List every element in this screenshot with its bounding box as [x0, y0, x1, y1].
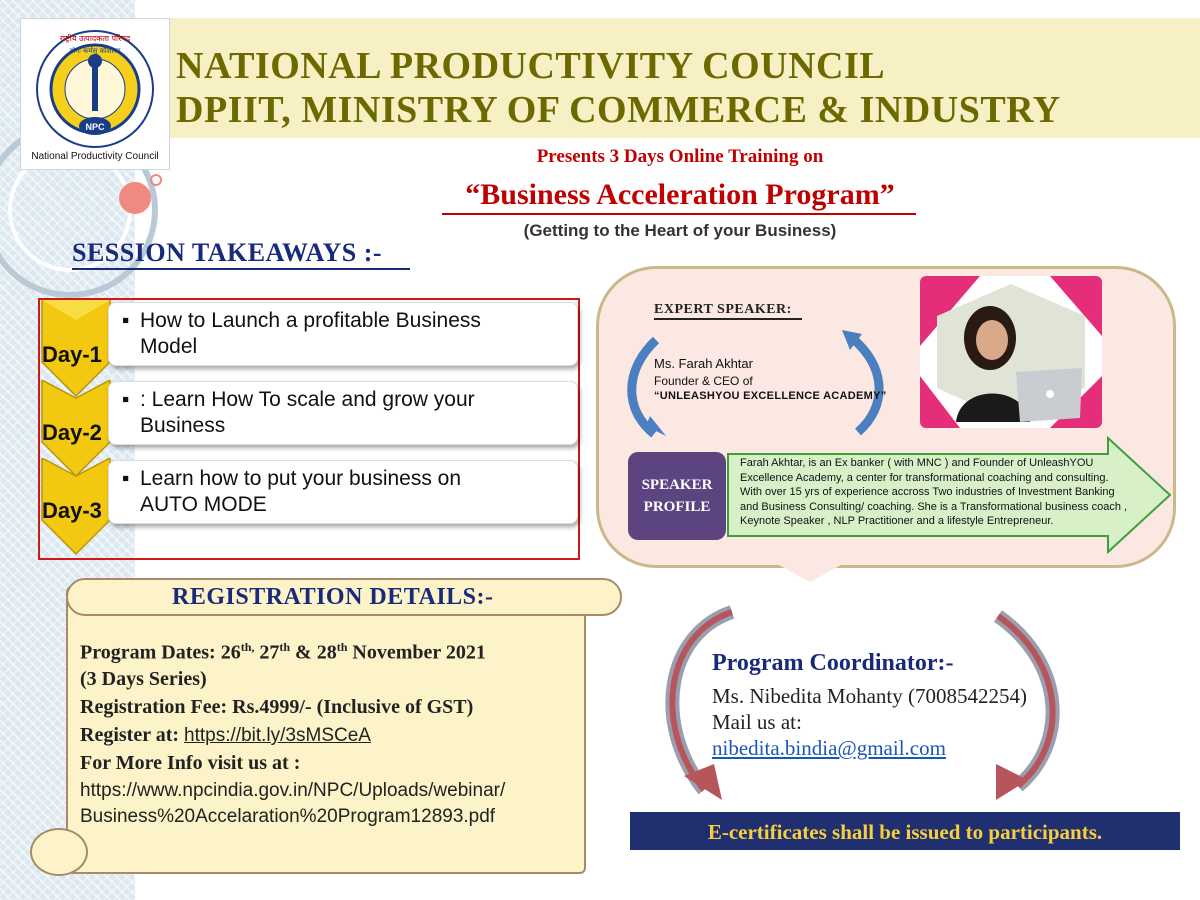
- npc-emblem-icon: [21, 19, 169, 169]
- npc-logo: [20, 18, 170, 170]
- date3: & 28: [290, 641, 337, 664]
- expert-speaker-underline: [654, 318, 802, 320]
- date3-suffix: th: [336, 640, 348, 654]
- certificate-text: E-certificates shall be issued to participants.: [707, 820, 1103, 844]
- speaker-name: Ms. Farah Akhtar: [654, 356, 753, 371]
- date1-suffix: th,: [240, 640, 255, 654]
- date2-suffix: th: [279, 640, 291, 654]
- coordinator-name: Ms. Nibedita Mohanty (7008542254): [712, 684, 1027, 708]
- program-subtitle: (Getting to the Heart of your Business): [523, 221, 837, 240]
- day2-line2: Business: [140, 414, 226, 437]
- day3-line2: AUTO MODE: [140, 493, 267, 516]
- bullet-icon: ▪: [122, 388, 130, 411]
- register-label: Register at:: [80, 724, 185, 746]
- speaker-bubble-tail: [770, 560, 850, 582]
- register-link[interactable]: https://bit.ly/3sMSCeA: [184, 725, 371, 746]
- registration-heading: REGISTRATION DETAILS:-: [172, 584, 494, 610]
- day3-text: [122, 466, 572, 518]
- header-title-line2: DPIIT, MINISTRY OF COMMERCE & INDUSTRY: [176, 89, 1061, 131]
- registration-fee: Registration Fee: Rs.4999/- (Inclusive of GST): [80, 696, 474, 718]
- bullet-icon: ▪: [122, 309, 130, 332]
- program-series: (3 Days Series): [80, 668, 207, 690]
- dates-suffix: November 2021: [347, 641, 486, 664]
- day2-text: [122, 387, 572, 439]
- day2-label: Day-2: [42, 420, 102, 445]
- day1-label: Day-1: [42, 342, 102, 367]
- register-at: [80, 724, 371, 747]
- logo-hindi-top: राष्ट्रीय उत्पादकता परिषद: [59, 34, 131, 43]
- bullet-icon: ▪: [122, 467, 130, 490]
- coordinator-email-link[interactable]: nibedita.bindia@gmail.com: [712, 736, 946, 760]
- day1-line2: Model: [140, 335, 198, 358]
- dates-prefix: Program Dates: 26: [80, 641, 241, 664]
- speaker-bio: Farah Akhtar, is an Ex banker ( with MNC ) and Founder of UnleashYOU Excellence Academy, a center for transformational coaching and consulting. With over 15 yrs of experience accross Two industries of Investment Banking and Business Consulting/ coaching. She is a Transformational business coach , Keynote Speaker , NLP Practitioner and a lifestyle Entrepreneur.: [740, 457, 1128, 527]
- program-title: “Business Acceleration Program”: [465, 178, 895, 211]
- speaker-academy: “UNLEASHYOU EXCELLENCE ACADEMY”: [654, 390, 887, 402]
- day2-line1: : Learn How To scale and grow your: [140, 388, 475, 411]
- speaker-photo-image: [920, 276, 1102, 428]
- more-info-url-line1[interactable]: https://www.npcindia.gov.in/NPC/Uploads/webinar/: [80, 780, 506, 801]
- coordinator-heading: Program Coordinator:-: [712, 650, 954, 676]
- expert-speaker-heading: EXPERT SPEAKER:: [654, 302, 792, 317]
- presents-text: Presents 3 Days Online Training on: [536, 146, 824, 167]
- scroll-curl-decoration: [30, 828, 88, 876]
- header-title-line1: NATIONAL PRODUCTIVITY COUNCIL: [176, 45, 886, 87]
- speaker-role: Founder & CEO of: [654, 374, 753, 388]
- profile-label-line2: PROFILE: [643, 499, 711, 515]
- speaker-profile-label: [628, 474, 726, 518]
- program-title-underline: [442, 213, 916, 215]
- day3-label: Day-3: [42, 498, 102, 523]
- program-dates: [80, 640, 486, 665]
- date2: 27: [254, 641, 280, 664]
- speaker-photo: [920, 276, 1102, 428]
- logo-initials: NPC: [85, 122, 105, 132]
- day3-line1: Learn how to put your business on: [140, 467, 462, 490]
- logo-caption: National Productivity Council: [31, 151, 159, 162]
- more-info-label: For More Info visit us at :: [80, 752, 301, 774]
- more-info-url-line2[interactable]: Business%20Accelaration%20Program12893.pdf: [80, 806, 496, 827]
- session-takeaways-heading: SESSION TAKEAWAYS :-: [72, 238, 383, 267]
- day1-line1: How to Launch a profitable Business: [140, 309, 481, 332]
- session-takeaways-underline: [72, 268, 410, 270]
- mail-label: Mail us at:: [712, 710, 802, 734]
- day1-text: [122, 308, 572, 360]
- logo-hindi-motto: योगः कर्मसु कौशलम्: [69, 47, 121, 55]
- profile-label-line1: SPEAKER: [641, 477, 713, 493]
